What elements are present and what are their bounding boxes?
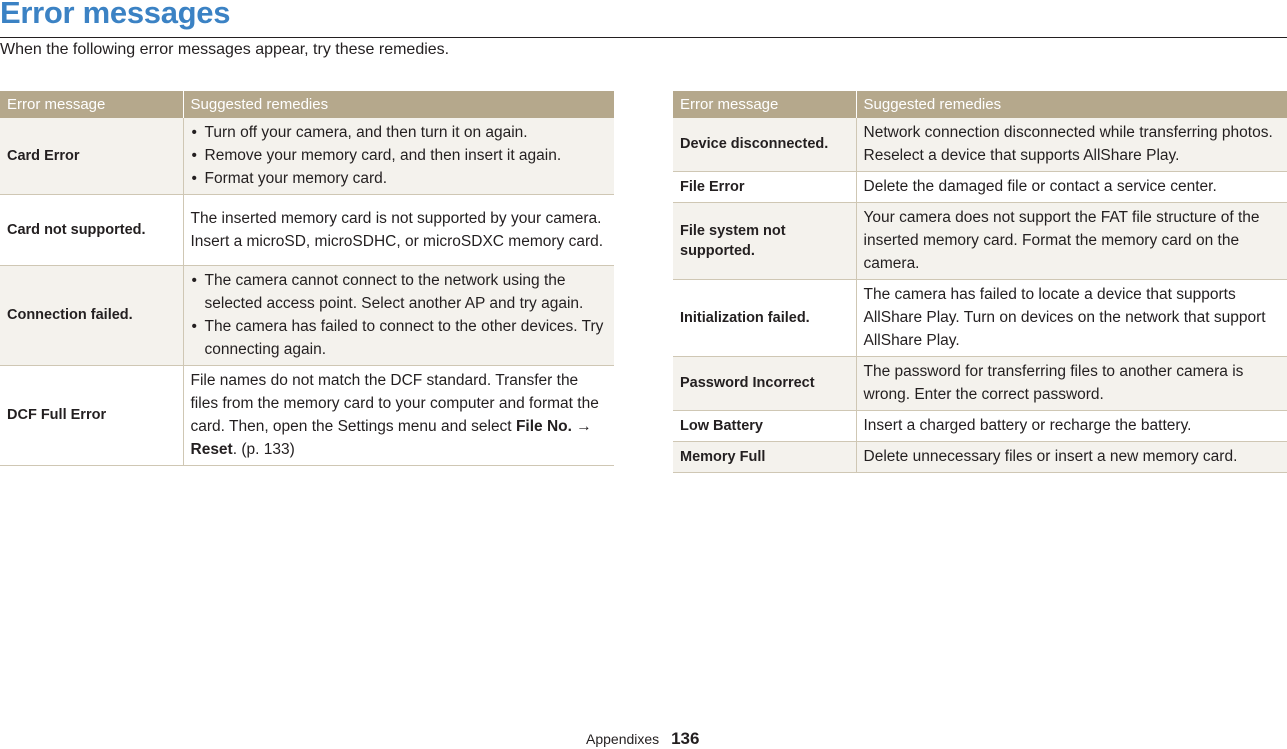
remedy-item: • Remove your memory card, and then insert it again.	[191, 144, 608, 167]
page-reference: . (p. 133)	[232, 441, 295, 458]
title-divider	[0, 37, 1287, 38]
remedy-item: • Turn off your camera, and then turn it on again.	[191, 121, 608, 144]
error-message: Initialization failed.	[673, 280, 856, 357]
table-row	[673, 172, 1287, 203]
suggested-remedy: The camera has failed to locate a device that supports AllShare Play. Turn on devices on the network that support AllShare Play.	[856, 280, 1287, 357]
error-message: Card not supported.	[0, 195, 183, 266]
error-table-left	[0, 91, 614, 466]
table-row	[673, 118, 1287, 172]
suggested-remedy	[183, 366, 614, 466]
table-row	[0, 118, 614, 195]
error-message: File Error	[673, 172, 856, 203]
column-header-suggested-remedies: Suggested remedies	[856, 91, 1287, 118]
table-row	[0, 366, 614, 466]
remedy-text: File names do not match the DCF standard. Transfer the files from the memory card to your computer and format the card. Then, open the Settings menu and select	[190, 372, 599, 435]
error-message: Connection failed.	[0, 266, 183, 366]
error-message: Password Incorrect	[673, 357, 856, 411]
column-header-suggested-remedies: Suggested remedies	[183, 91, 614, 118]
suggested-remedy: Network connection disconnected while transferring photos. Reselect a device that supports AllShare Play.	[856, 118, 1287, 172]
error-message: Memory Full	[673, 442, 856, 473]
error-table-right	[673, 91, 1287, 473]
remedy-item: • The camera has failed to connect to the other devices. Try connecting again.	[191, 315, 608, 361]
footer-section: Appendixes	[586, 731, 660, 747]
remedy-item: • Format your memory card.	[191, 167, 608, 190]
suggested-remedy	[183, 118, 614, 195]
page-title: Error messages	[0, 0, 231, 30]
table-row	[673, 411, 1287, 442]
suggested-remedy: Delete unnecessary files or insert a new memory card.	[856, 442, 1287, 473]
suggested-remedy: Insert a charged battery or recharge the battery.	[856, 411, 1287, 442]
table-row	[673, 280, 1287, 357]
suggested-remedy	[183, 266, 614, 366]
arrow-icon: →	[576, 418, 592, 435]
page-footer	[586, 729, 699, 749]
table-row	[0, 266, 614, 366]
remedy-item: • The camera cannot connect to the network using the selected access point. Select another AP and try again.	[191, 269, 608, 315]
remedy-list	[191, 269, 608, 361]
menu-item-file-no: File No.	[515, 418, 572, 435]
suggested-remedy: Your camera does not support the FAT file structure of the inserted memory card. Format the memory card on the camera.	[856, 203, 1287, 280]
page-number: 136	[671, 729, 700, 748]
intro-text: When the following error messages appear, try these remedies.	[0, 41, 450, 58]
error-message: Device disconnected.	[673, 118, 856, 172]
menu-item-reset: Reset	[190, 441, 233, 458]
error-message: File system not supported.	[673, 203, 856, 280]
table-header-row	[673, 91, 1287, 118]
error-message: Low Battery	[673, 411, 856, 442]
table-row	[673, 442, 1287, 473]
table-row	[673, 357, 1287, 411]
table-row	[0, 195, 614, 266]
error-message: DCF Full Error	[0, 366, 183, 466]
suggested-remedy: The inserted memory card is not supported by your camera. Insert a microSD, microSDHC, or microSDXC memory card.	[183, 195, 614, 266]
table-header-row	[0, 91, 614, 118]
column-header-error-message: Error message	[0, 91, 183, 118]
suggested-remedy: The password for transferring files to another camera is wrong. Enter the correct password.	[856, 357, 1287, 411]
remedy-list	[191, 121, 608, 190]
column-header-error-message: Error message	[673, 91, 856, 118]
table-row	[673, 203, 1287, 280]
suggested-remedy: Delete the damaged file or contact a service center.	[856, 172, 1287, 203]
error-message: Card Error	[0, 118, 183, 195]
